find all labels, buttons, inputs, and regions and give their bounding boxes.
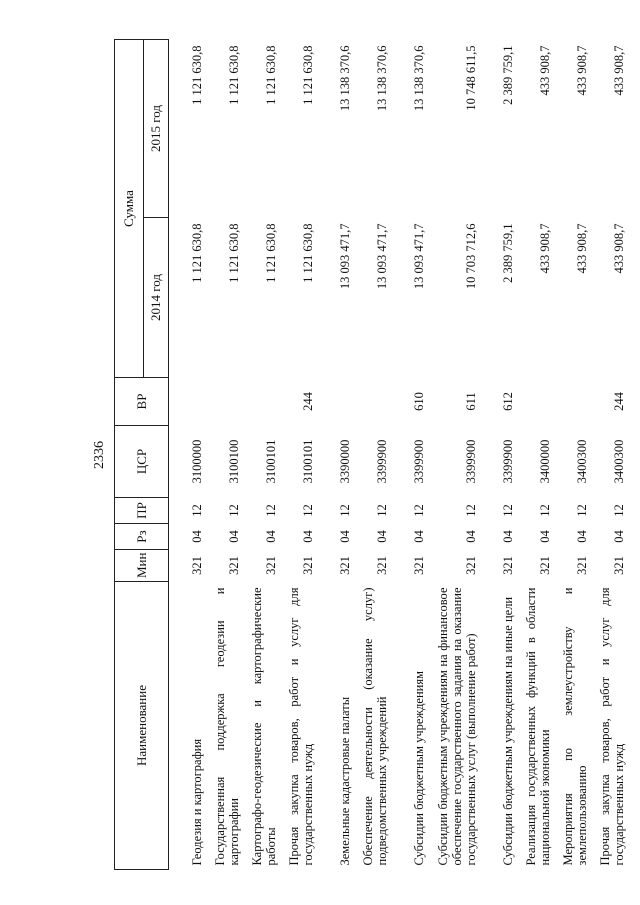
cell-name: Мероприятия по землеустройству и землепользованию	[560, 587, 589, 866]
cell-2015: 433 908,7	[574, 45, 589, 96]
table-row	[206, 40, 243, 870]
cell-2014: 1 121 630,8	[189, 223, 204, 283]
cell-name: Обеспечение деятельности (оказание услуг) подведомственных учреждений	[360, 587, 389, 866]
cell-vr: 612	[500, 392, 515, 411]
cell-csr: 3100101	[300, 439, 315, 484]
cell-vr: 611	[463, 392, 478, 411]
cell-name: Государственная поддержка геодезии и картографии	[212, 587, 241, 866]
cell-2015: 1 121 630,8	[300, 45, 315, 105]
header-pr: ПР	[115, 498, 169, 524]
cell-pr: 12	[537, 504, 552, 517]
cell-2015: 433 908,7	[611, 45, 626, 96]
header-name: Наименование	[115, 582, 169, 870]
cell-2015: 13 138 370,6	[411, 45, 426, 112]
cell-csr: 3400300	[611, 439, 626, 484]
table-row	[317, 40, 354, 870]
page-number: 2336	[92, 441, 107, 469]
cell-2014: 10 703 712,6	[463, 223, 478, 290]
table-row	[243, 40, 280, 870]
cell-min: 321	[574, 556, 589, 575]
table-row	[280, 40, 317, 870]
cell-name: Земельные кадастровые палаты	[337, 696, 352, 866]
table-row	[391, 40, 428, 870]
cell-vr	[169, 378, 206, 426]
cell-2015: 13 138 370,6	[337, 45, 352, 112]
table-row	[591, 40, 628, 870]
cell-pr: 12	[374, 504, 389, 517]
table-row	[169, 40, 206, 870]
cell-vr	[317, 378, 354, 426]
cell-vr	[517, 378, 554, 426]
cell-2015: 433 908,7	[537, 45, 552, 96]
cell-vr: 610	[411, 392, 426, 411]
cell-pr: 12	[337, 504, 352, 517]
cell-2014: 433 908,7	[574, 223, 589, 274]
cell-2014: 1 121 630,8	[226, 223, 241, 283]
cell-2014: 2 389 759,1	[500, 223, 515, 283]
cell-vr	[243, 378, 280, 426]
cell-csr: 3399900	[463, 439, 478, 484]
cell-min: 321	[374, 556, 389, 575]
cell-2014: 1 121 630,8	[263, 223, 278, 283]
cell-2015: 10 748 611,5	[463, 45, 478, 111]
cell-vr	[354, 378, 391, 426]
cell-csr: 3100000	[189, 439, 204, 484]
cell-vr	[206, 378, 243, 426]
budget-table	[114, 39, 628, 870]
cell-rz: 04	[226, 530, 241, 543]
header-min: Мин	[115, 550, 169, 582]
table-row	[428, 40, 480, 870]
cell-min: 321	[463, 556, 478, 575]
cell-min: 321	[500, 556, 515, 575]
cell-vr	[554, 378, 591, 426]
cell-csr: 3400300	[574, 439, 589, 484]
cell-name: Субсидии бюджетным учреждениям на финансовое обеспечение государственного задания на оказание государственных услуг (выполнение работ)	[435, 587, 478, 866]
cell-vr: 244	[300, 392, 315, 411]
cell-rz: 04	[411, 530, 426, 543]
cell-2014: 13 093 471,7	[374, 223, 389, 290]
header-csr: ЦСР	[115, 426, 169, 498]
cell-pr: 12	[189, 504, 204, 517]
cell-min: 321	[611, 556, 626, 575]
table-row	[517, 40, 554, 870]
cell-pr: 12	[500, 504, 515, 517]
cell-min: 321	[537, 556, 552, 575]
cell-min: 321	[300, 556, 315, 575]
cell-vr: 244	[611, 392, 626, 411]
cell-2015: 1 121 630,8	[189, 45, 204, 105]
cell-2015: 13 138 370,6	[374, 45, 389, 112]
cell-name: Геодезия и картография	[189, 738, 204, 866]
cell-rz: 04	[374, 530, 389, 543]
header-sum: Сумма	[115, 40, 144, 378]
table-row	[480, 40, 517, 870]
cell-name: Прочая закупка товаров, работ и услуг для государственных нужд	[597, 587, 626, 866]
cell-2015: 1 121 630,8	[263, 45, 278, 105]
cell-csr: 3390000	[337, 439, 352, 484]
cell-rz: 04	[189, 530, 204, 543]
cell-min: 321	[263, 556, 278, 575]
header-2014: 2014 год	[144, 218, 169, 378]
cell-rz: 04	[537, 530, 552, 543]
cell-pr: 12	[226, 504, 241, 517]
cell-rz: 04	[500, 530, 515, 543]
header-rz: Рз	[115, 524, 169, 550]
cell-rz: 04	[574, 530, 589, 543]
cell-rz: 04	[300, 530, 315, 543]
cell-csr: 3100101	[263, 439, 278, 484]
cell-name: Субсидии бюджетным учреждениям на иные цели	[500, 596, 515, 866]
cell-2015: 2 389 759,1	[500, 45, 515, 105]
cell-2014: 433 908,7	[611, 223, 626, 274]
cell-rz: 04	[611, 530, 626, 543]
cell-name: Прочая закупка товаров, работ и услуг для государственных нужд	[286, 587, 315, 866]
cell-pr: 12	[263, 504, 278, 517]
rotated-page	[92, 40, 626, 870]
cell-min: 321	[226, 556, 241, 575]
cell-pr: 12	[574, 504, 589, 517]
table-body	[169, 40, 628, 870]
cell-min: 321	[189, 556, 204, 575]
cell-min: 321	[411, 556, 426, 575]
header-2015: 2015 год	[144, 40, 169, 218]
cell-2014: 1 121 630,8	[300, 223, 315, 283]
cell-rz: 04	[463, 530, 478, 543]
table-row	[354, 40, 391, 870]
cell-name: Реализация государственных функций в области национальной экономики	[523, 587, 552, 866]
cell-pr: 12	[300, 504, 315, 517]
cell-pr: 12	[411, 504, 426, 517]
cell-2014: 13 093 471,7	[411, 223, 426, 290]
cell-name: Картографо-геодезические и картографические работы	[249, 587, 278, 866]
cell-2015: 1 121 630,8	[226, 45, 241, 105]
cell-min: 321	[337, 556, 352, 575]
cell-pr: 12	[611, 504, 626, 517]
header-vr: ВР	[115, 378, 169, 426]
cell-csr: 3399900	[374, 439, 389, 484]
cell-csr: 3399900	[500, 439, 515, 484]
cell-rz: 04	[263, 530, 278, 543]
cell-csr: 3100100	[226, 439, 241, 484]
cell-csr: 3400000	[537, 439, 552, 484]
cell-pr: 12	[463, 504, 478, 517]
cell-2014: 433 908,7	[537, 223, 552, 274]
cell-rz: 04	[337, 530, 352, 543]
table-row	[554, 40, 591, 870]
cell-name: Субсидии бюджетным учреждениям	[411, 670, 426, 866]
cell-csr: 3399900	[411, 439, 426, 484]
cell-2014: 13 093 471,7	[337, 223, 352, 290]
